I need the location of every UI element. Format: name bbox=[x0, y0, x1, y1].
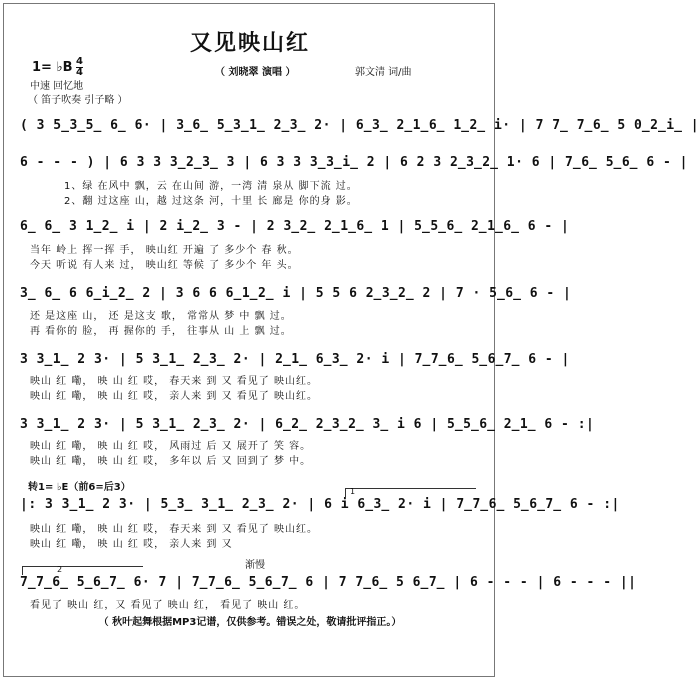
lyric-line-5: 还 是这座 山， 还 是这支 歌， 常常从 梦 中 飘 过。 bbox=[30, 311, 292, 322]
intro-note: （ 笛子吹奏 引子略 ） bbox=[28, 95, 128, 106]
staff-line-7: |: 3 3̲1̲ 2 3· | 5̲3̲ 3̲1̲ 2̲3̲ 2· | 6 i 6̲3̲ 2· i | 7̲7̲6̲ 5̲6̲7̲ 6 - :| bbox=[20, 497, 620, 512]
staff-line-6: 3 3̲1̲ 2 3· | 5 3̲1̲ 2̲3̲ 2· | 6̲2̲ 2̲3̲2̲ 3̲ i 6 | 5̲5̲6̲ 2̲1̲ 6 - :| bbox=[20, 417, 595, 432]
time-top: 4 bbox=[76, 56, 83, 67]
tempo-mark: 中速 回忆地 bbox=[30, 81, 84, 92]
lyric-line-12: 映山 红 嘞， 映 山 红 哎， 亲人来 到 又 bbox=[30, 539, 233, 550]
volta-2-label: 2 bbox=[57, 565, 63, 574]
time-bottom: 4 bbox=[76, 67, 83, 78]
volta-1-bracket bbox=[345, 488, 476, 497]
volta-2-bracket bbox=[22, 566, 143, 575]
lyric-line-10: 映山 红 嘞， 映 山 红 哎， 多年以 后 又 回到了 梦 中。 bbox=[30, 456, 312, 467]
lyric-line-9: 映山 红 嘞， 映 山 红 哎， 风雨过 后 又 展开了 笑 容。 bbox=[30, 441, 312, 452]
lyric-line-3: 当年 岭上 挥一挥 手， 映山红 开遍 了 多少个 春 秋。 bbox=[30, 245, 299, 256]
lyric-line-6: 再 看你的 脸， 再 握你的 手， 往事从 山 上 飘 过。 bbox=[30, 326, 292, 337]
staff-line-4: 3̲ 6̲ 6 6̲i̲2̲ 2 | 3 6 6 6̲1̲2̲ i | 5 5 6 2̲3̲2̲ 2 | 7 · 5̲6̲ 6 - | bbox=[20, 286, 572, 301]
singer-credit: （ 刘晓翠 演唱 ） bbox=[215, 67, 296, 78]
staff-line-3: 6̲ 6̲ 3 1̲2̲ i | 2 i̲2̲ 3 - | 2 3̲2̲ 2̲1̲6̲ 1 | 5̲5̲6̲ 2̲1̲6̲ 6 - | bbox=[20, 219, 570, 234]
lyric-line-13: 看见了 映山 红，又 看见了 映山 红， 看见了 映山 红。 bbox=[30, 600, 306, 611]
key-signature: 1= ♭B bbox=[32, 60, 73, 75]
song-title: 又见映山红 bbox=[189, 30, 310, 56]
staff-line-5: 3 3̲1̲ 2 3· | 5 3̲1̲ 2̲3̲ 2· | 2̲1̲ 6̲3̲ 2· i | 7̲7̲6̲ 5̲6̲7̲ 6 - | bbox=[20, 352, 570, 367]
staff-line-1: ( 3 5̲3̲5̲ 6̲ 6· | 3̲6̲ 5̲3̲1̲ 2̲3̲ 2· | 6̲3̲ 2̲1̲6̲ 1̲2̲ i· | 7 7̲ 7̲6̲ 5 0̲2̲i̲ | bbox=[20, 118, 699, 133]
composer-credit: 郭文清 词/曲 bbox=[355, 67, 412, 78]
ritardando-mark: 渐慢 bbox=[245, 560, 265, 571]
volta-1-label: 1 bbox=[350, 487, 356, 496]
lyric-line-11: 映山 红 嘞， 映 山 红 哎， 春天来 到 又 看见了 映山红。 bbox=[30, 524, 318, 535]
footer-note: （ 秋叶起舞根据MP3记谱，仅供参考。错误之处，敬请批评指正。） bbox=[98, 617, 402, 628]
lyric-line-8: 映山 红 嘞， 映 山 红 哎， 亲人来 到 又 看见了 映山红。 bbox=[30, 391, 318, 402]
lyric-line-1: 1、绿 在风中 飘，云 在山间 游，一湾 清 泉从 脚下流 过。 bbox=[64, 181, 358, 192]
lyric-line-4: 今天 听说 有人来 过， 映山红 等候 了 多少个 年 头。 bbox=[30, 260, 299, 271]
staff-line-8: 7̲7̲6̲ 5̲6̲7̲ 6· 7 | 7̲7̲6̲ 5̲6̲7̲ 6 | 7 7̲6̲ 5 6̲7̲ | 6 - - - | 6 - - - || bbox=[20, 575, 637, 590]
time-signature bbox=[76, 57, 83, 78]
lyric-line-2: 2、翻 过这座 山，越 过这条 河，十里 长 廊是 你的身 影。 bbox=[64, 196, 358, 207]
lyric-line-7: 映山 红 嘞， 映 山 红 哎， 春天来 到 又 看见了 映山红。 bbox=[30, 376, 318, 387]
staff-line-2: 6 - - - ) | 6 3 3 3̲2̲3̲ 3 | 6 3 3 3̲3̲i̲ 2 | 6 2 3 2̲3̲2̲ 1· 6 | 7̲6̲ 5̲6̲ 6 - | bbox=[20, 155, 688, 170]
modulation-mark: 转1= ♭E（前6=后3） bbox=[28, 482, 131, 493]
